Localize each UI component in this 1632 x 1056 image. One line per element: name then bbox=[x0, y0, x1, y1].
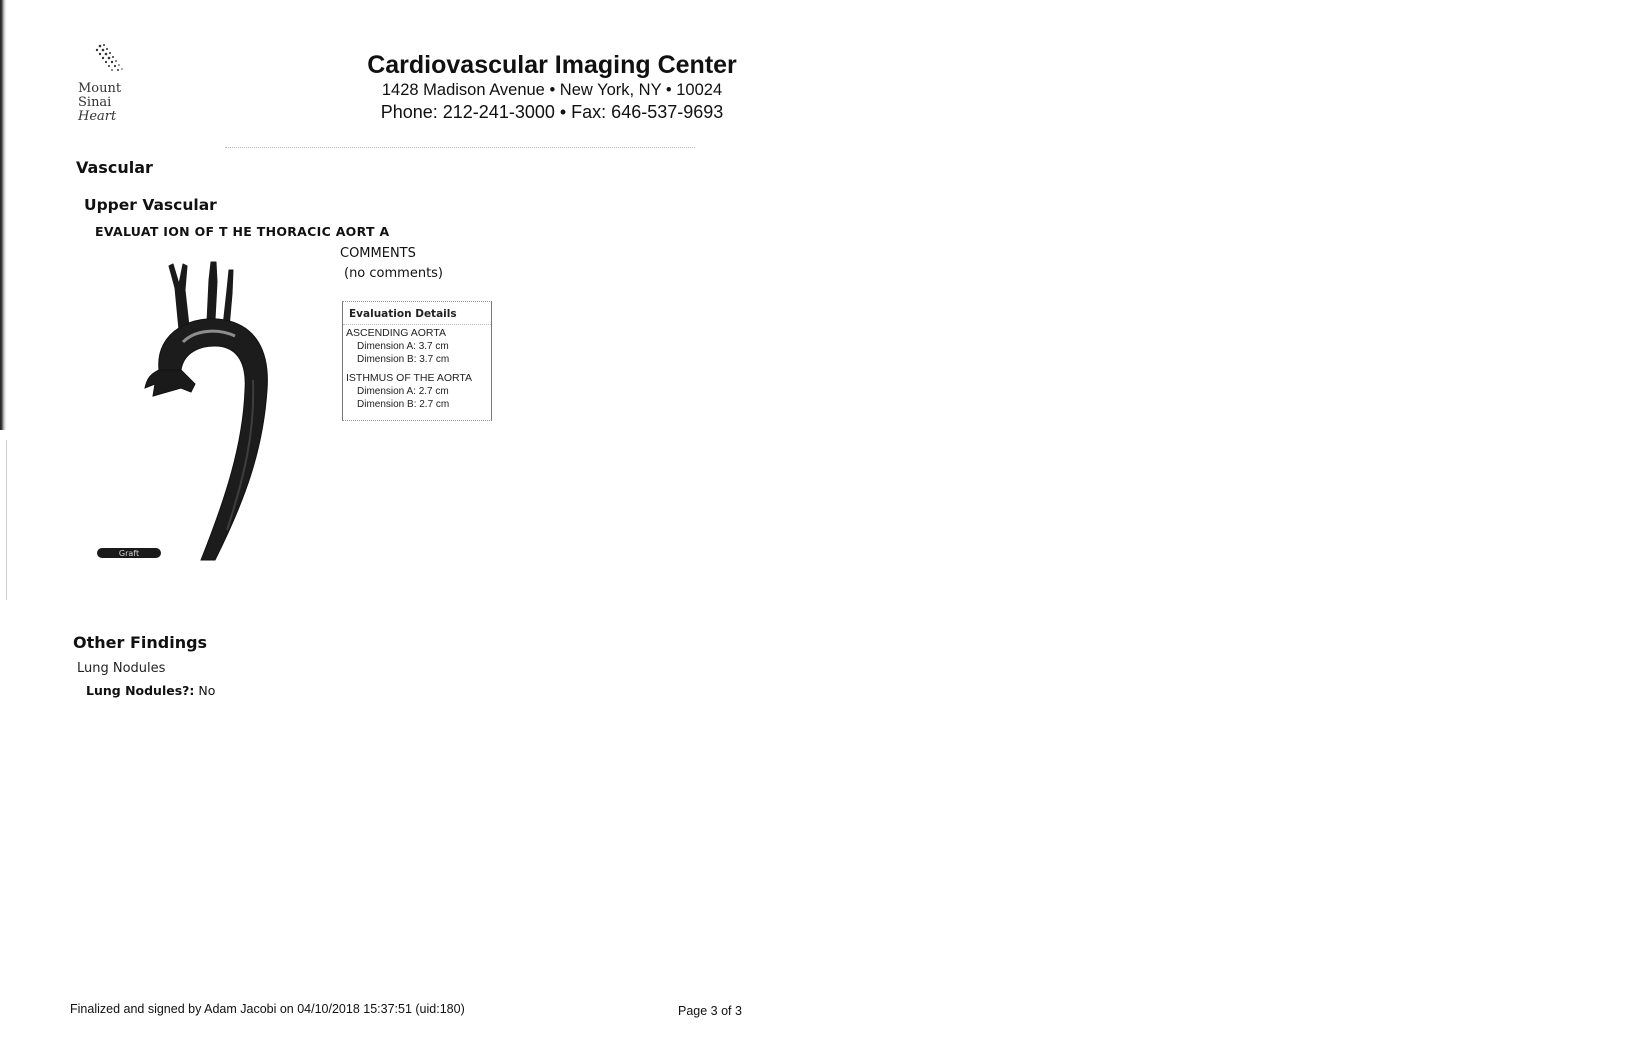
comments-value: (no comments) bbox=[344, 266, 444, 281]
logo-text-line: Heart bbox=[78, 109, 117, 124]
other-findings-title: Other Findings bbox=[73, 633, 208, 652]
subsection-title: Upper Vascular bbox=[84, 196, 217, 214]
scan-edge-line bbox=[6, 440, 7, 600]
details-dimension: Dimension B: 3.7 cm bbox=[357, 354, 450, 365]
details-group-name: ASCENDING AORTA bbox=[346, 327, 446, 339]
evaluation-title: EVALUAT ION OF T HE THORACIC AORT A bbox=[95, 224, 390, 239]
signature-line: Finalized and signed by Adam Jacobi on 04/10/2018 15:37:51 (uid:180) bbox=[70, 1002, 465, 1016]
details-dimension: Dimension A: 3.7 cm bbox=[357, 341, 449, 352]
page-number: Page 3 of 3 bbox=[678, 1004, 742, 1018]
lung-nodules-subsection: Lung Nodules bbox=[77, 661, 166, 676]
logo-text-line: Mount bbox=[78, 81, 122, 96]
mount-sinai-heart-logo bbox=[78, 42, 148, 127]
logo-text-line: Sinai bbox=[78, 95, 112, 110]
header-divider bbox=[225, 147, 695, 148]
lung-nodules-value: No bbox=[198, 683, 216, 698]
center-phone: Phone: 212-241-3000 • Fax: 646-537-9693 bbox=[380, 102, 724, 122]
lung-nodules-question bbox=[86, 683, 215, 698]
thoracic-aorta-diagram bbox=[95, 260, 285, 565]
details-group-name: ISTHMUS OF THE AORTA bbox=[346, 372, 473, 384]
scan-edge bbox=[0, 0, 7, 430]
details-dimension: Dimension A: 2.7 cm bbox=[357, 386, 449, 397]
details-divider bbox=[343, 324, 491, 325]
letterhead bbox=[366, 50, 738, 123]
comments-label: COMMENTS bbox=[340, 246, 416, 261]
lung-nodules-label: Lung Nodules?: bbox=[86, 683, 195, 698]
center-address: 1428 Madison Avenue • New York, NY • 10024 bbox=[381, 81, 723, 99]
evaluation-details-box bbox=[342, 301, 492, 421]
details-title: Evaluation Details bbox=[349, 308, 457, 320]
logo-mark-icon bbox=[92, 42, 132, 82]
graft-label: Graft bbox=[118, 549, 140, 558]
section-title: Vascular bbox=[76, 158, 153, 177]
details-dimension: Dimension B: 2.7 cm bbox=[357, 399, 450, 410]
center-name: Cardiovascular Imaging Center bbox=[367, 51, 737, 79]
